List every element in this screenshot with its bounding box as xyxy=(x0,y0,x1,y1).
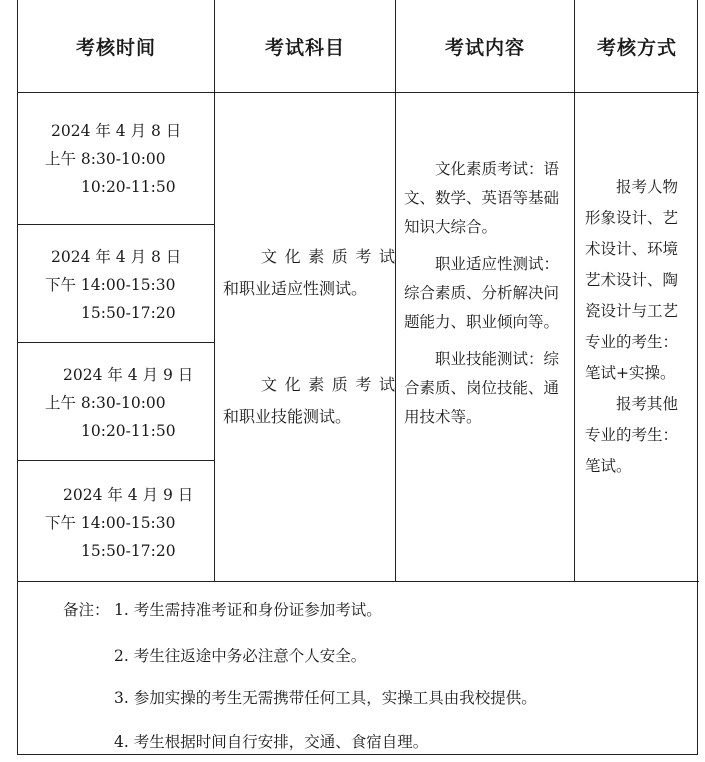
session-second-slot: 10:20-11:50 xyxy=(81,178,176,196)
subject-line: 和职业适应性测试。 xyxy=(223,279,368,298)
row-divider xyxy=(18,224,214,225)
subject-block-2 xyxy=(223,369,395,433)
subject-line: 文化素质考试 xyxy=(261,247,395,266)
header-exam-time: 考核时间 xyxy=(75,36,156,59)
session-period: 下午 14:00-15:30 xyxy=(45,276,176,294)
subject-block-1 xyxy=(223,241,395,305)
header-exam-subject: 考试科目 xyxy=(264,36,345,59)
session-date: 2024 年 4 月 9 日 xyxy=(63,366,194,384)
session-second-slot: 15:50-17:20 xyxy=(81,304,176,322)
session-second-slot: 15:50-17:20 xyxy=(81,542,176,560)
note-item: 3. 参加实操的考生无需携带任何工具，实操工具由我校提供。 xyxy=(114,689,537,707)
subject-line: 文化素质考试 xyxy=(261,375,395,394)
header-exam-method: 考核方式 xyxy=(596,36,677,59)
content-paragraph: 职业适应性测试：综合素质、分析解决问题能力、职业倾向等。 xyxy=(404,255,560,331)
session-date: 2024 年 4 月 9 日 xyxy=(63,486,194,504)
session-period: 上午 8:30-10:00 xyxy=(45,150,166,168)
session-date: 2024 年 4 月 8 日 xyxy=(51,248,182,266)
row-divider xyxy=(18,460,214,461)
note-item: 2. 考生往返途中务必注意个人安全。 xyxy=(114,647,367,665)
note-item: 1. 考生需持准考证和身份证参加考试。 xyxy=(114,601,382,619)
notes-prefix: 备注： xyxy=(63,601,110,619)
session-period: 上午 8:30-10:00 xyxy=(45,394,166,412)
row-divider xyxy=(18,342,214,343)
note-item: 4. 考生根据时间自行安排，交通、食宿自理。 xyxy=(114,733,429,751)
method-paragraph: 报考人物形象设计、艺术设计、环境艺术设计、陶瓷设计与工艺专业的考生：笔试+实操。 xyxy=(585,178,679,382)
time-cell-1 xyxy=(18,117,214,201)
header-exam-content: 考试内容 xyxy=(444,36,525,59)
method-paragraph: 报考其他专业的考生：笔试。 xyxy=(585,395,679,475)
subject-line: 和职业技能测试。 xyxy=(223,407,352,426)
exam-schedule-table xyxy=(17,0,698,755)
time-cell-3 xyxy=(18,361,214,445)
session-date: 2024 年 4 月 8 日 xyxy=(51,122,182,140)
session-second-slot: 10:20-11:50 xyxy=(81,422,176,440)
content-paragraph: 职业技能测试：综合素质、岗位技能、通用技术等。 xyxy=(404,350,560,426)
exam-content-cell xyxy=(404,155,568,440)
content-paragraph: 文化素质考试：语文、数学、英语等基础知识大综合。 xyxy=(404,160,560,236)
time-cell-2 xyxy=(18,243,214,327)
time-cell-4 xyxy=(18,481,214,565)
notes-divider xyxy=(18,581,699,582)
header-divider xyxy=(18,92,699,93)
session-period: 下午 14:00-15:30 xyxy=(45,514,176,532)
exam-method-cell xyxy=(585,172,691,482)
